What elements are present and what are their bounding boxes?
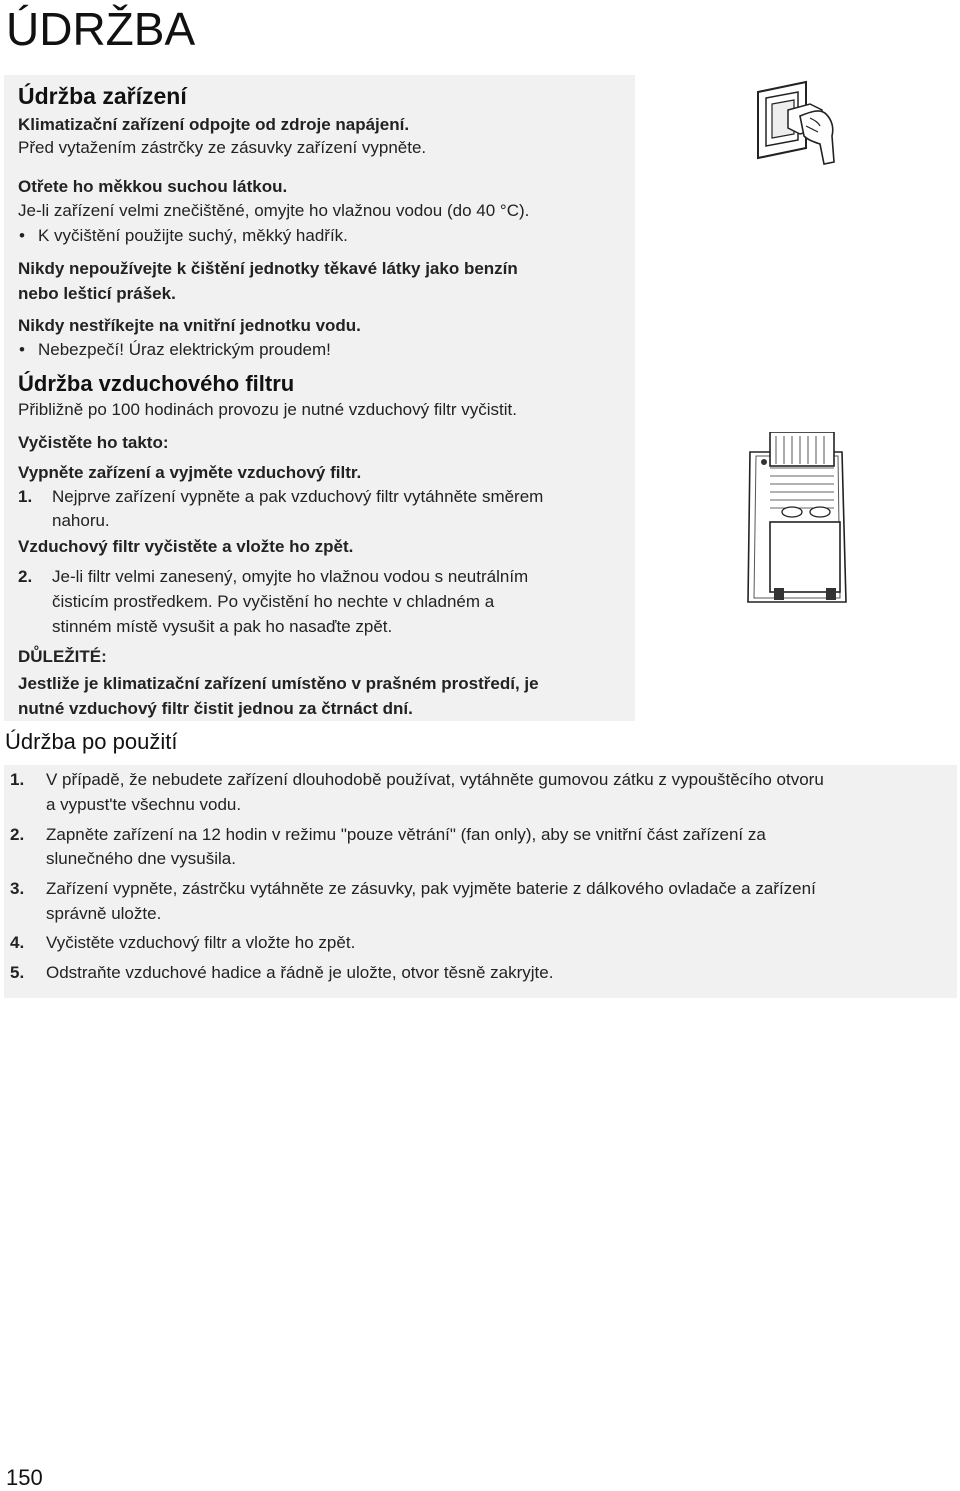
bullet-item: • Nebezpečí! Úraz elektrickým proudem! (38, 340, 331, 360)
text-line: Nikdy nestříkejte na vnitřní jednotku vodu. (18, 316, 361, 335)
step-number: 2. (18, 567, 33, 586)
text-line: stinném místě vysušit a pak ho nasaďte zpět. (52, 617, 393, 636)
section-heading-air-filter: Údržba vzduchového filtru (18, 371, 295, 396)
step-number: 3. (10, 879, 25, 898)
page-title: ÚDRŽBA (6, 3, 196, 55)
text-line: Je-li zařízení velmi znečištěné, omyjte ho vlažnou vodou (do 40 °C). (18, 201, 530, 220)
text-line: Před vytažením zástrčky ze zásuvky zařízení vypněte. (18, 138, 427, 157)
text-line: Nikdy nepoužívejte k čištění jednotky těkavé látky jako benzín (18, 259, 518, 278)
text-line: správně uložte. (46, 904, 162, 923)
text-line: Jestliže je klimatizační zařízení umístěno v prašném prostředí, je (18, 674, 539, 693)
text-line: nebo lešticí prášek. (18, 284, 176, 303)
step-number: 5. (10, 963, 25, 982)
text-line: a vypust'te všechnu vodu. (46, 795, 242, 814)
text-line: Zapněte zařízení na 12 hodin v režimu "pouze větrání" (fan only), aby se vnitřní část zařízení za (46, 825, 766, 844)
text-line: čisticím prostředkem. Po vyčistění ho nechte v chladném a (52, 592, 495, 611)
air-filter-illustration (742, 432, 852, 612)
text-line: Zařízení vypněte, zástrčku vytáhněte ze zásuvky, pak vyjměte baterie z dálkového ovladače a zařízení (46, 879, 816, 898)
bullet-item: • K vyčištění použijte suchý, měkký hadřík. (38, 226, 348, 246)
step-number: 1. (18, 487, 33, 506)
text-line: V případě, že nebudete zařízení dlouhodobě používat, vytáhněte gumovou zátku z vypouštěcího otvoru (46, 770, 824, 789)
step-number: 2. (10, 825, 25, 844)
text-line: Vzduchový filtr vyčistěte a vložte ho zpět. (18, 537, 354, 556)
text-line: Vypněte zařízení a vyjměte vzduchový filtr. (18, 463, 362, 482)
page-number: 150 (6, 1465, 43, 1490)
important-label: DŮLEŽITÉ: (18, 647, 107, 666)
step-number: 4. (10, 933, 25, 952)
section-heading-device-maintenance: Údržba zařízení (18, 83, 187, 109)
step-number: 1. (10, 770, 25, 789)
text-line: nutné vzduchový filtr čistit jednou za čtrnáct dní. (18, 699, 413, 718)
unplug-illustration (748, 80, 848, 175)
text-line: Otřete ho měkkou suchou látkou. (18, 177, 288, 196)
section-heading-after-use: Údržba po použití (5, 729, 178, 754)
text-line: nahoru. (52, 511, 110, 530)
text-line: Je-li filtr velmi zanesený, omyjte ho vlažnou vodou s neutrálním (52, 567, 529, 586)
text-line: Přibližně po 100 hodinách provozu je nutné vzduchový filtr vyčistit. (18, 400, 517, 419)
text-line: Nejprve zařízení vypněte a pak vzduchový filtr vytáhněte směrem (52, 487, 544, 506)
text-line: Odstraňte vzduchové hadice a řádně je uložte, otvor těsně zakryjte. (46, 963, 554, 982)
text-line: Vyčistěte vzduchový filtr a vložte ho zpět. (46, 933, 356, 952)
text-line: Vyčistěte ho takto: (18, 433, 169, 452)
text-line: slunečného dne vysušila. (46, 849, 236, 868)
text-line: Klimatizační zařízení odpojte od zdroje napájení. (18, 115, 410, 134)
